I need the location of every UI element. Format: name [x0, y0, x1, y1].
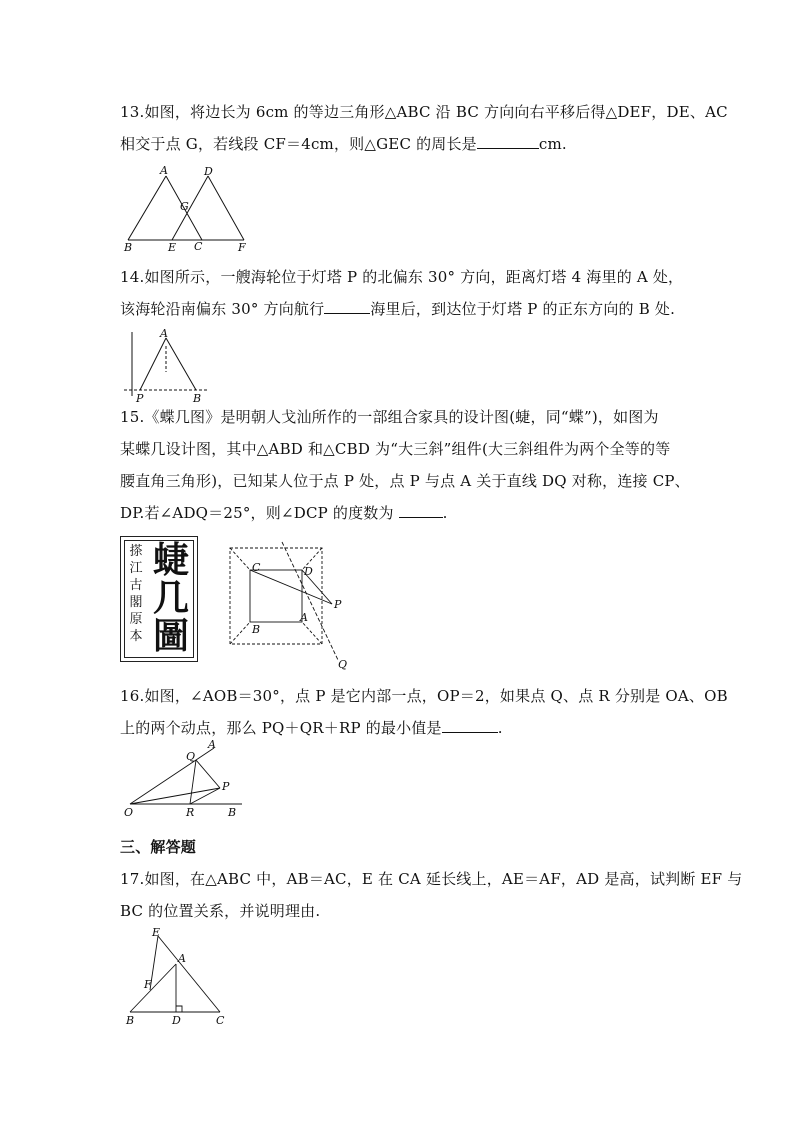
q16-period: . — [497, 719, 503, 737]
q15-label-d: D — [304, 565, 313, 578]
q17-label-d: D — [172, 1014, 181, 1027]
q13-line2 — [120, 133, 567, 154]
q16-line2 — [120, 717, 503, 738]
q16-line2-text: 上的两个动点，那么 PQ＋QR＋RP 的最小值是 — [120, 719, 442, 737]
q13-segment-ab — [128, 176, 166, 240]
q13-line2-text: 相交于点 G，若线段 CF＝4cm，则△GEC 的周长是 — [120, 135, 477, 153]
q15-figure — [226, 538, 356, 670]
q17-label-a: A — [178, 952, 186, 965]
butterfly-table-title-seal — [120, 536, 198, 662]
q14-segment-pa — [140, 338, 166, 390]
q15-square — [250, 570, 302, 622]
q15-answer-blank[interactable] — [399, 516, 443, 518]
q13-label-g: G — [180, 200, 189, 213]
q13-label-b: B — [124, 241, 133, 254]
section-heading: 三、解答题 — [120, 838, 197, 856]
q16-label-q: Q — [186, 750, 196, 763]
q15-dash-corner-3 — [230, 622, 250, 644]
q13-segment-df — [208, 176, 244, 240]
q14-line2-text: 该海轮沿南偏东 30° 方向航行 — [120, 300, 325, 318]
q17-label-b: B — [126, 1014, 135, 1027]
q17-segment-ec — [158, 936, 220, 1012]
q13-answer-blank[interactable] — [477, 147, 539, 149]
q14-answer-blank[interactable] — [324, 312, 370, 314]
q13-unit: cm. — [538, 135, 567, 153]
q15-period: . — [442, 504, 448, 522]
q15-dash-corner-4 — [302, 622, 322, 644]
q15-line1: 15.《蝶几图》是明朝人戈汕所作的一部组合家具的设计图(蜨，同“蝶”)，如图为 — [120, 408, 659, 426]
seal-small-text: 搽江古閣原本 — [129, 544, 143, 644]
q17-line2: BC 的位置关系，并说明理由. — [120, 902, 321, 920]
seal-big-text: 蜨几圖 — [152, 539, 189, 657]
q14-figure — [120, 326, 220, 408]
q16-label-b: B — [228, 806, 237, 819]
q14-label-a: A — [160, 327, 168, 340]
q13-line1: 13.如图，将边长为 6cm 的等边三角形△ABC 沿 BC 方向向右平移后得△DEF，DE、AC — [120, 103, 728, 121]
q14-label-p: P — [136, 392, 144, 405]
q13-label-e: E — [168, 241, 177, 254]
q15-line2: 某蝶几设计图，其中△ABD 和△CBD 为“大三斜”组件(大三斜组件为两个全等的等 — [120, 440, 671, 458]
q16-segment-qr — [190, 760, 196, 804]
q15-dash-corner-1 — [230, 548, 250, 570]
q15-line4-text: DP.若∠ADQ＝25°，则∠DCP 的度数为 — [120, 504, 394, 522]
q16-label-r: R — [186, 806, 195, 819]
q13-label-f: F — [238, 241, 246, 254]
q15-label-q: Q — [338, 658, 348, 670]
q17-label-e: E — [152, 926, 161, 939]
q15-line3: 腰直角三角形)，已知某人位于点 P 处，点 P 与点 A 关于直线 DQ 对称，连接 CP、 — [120, 472, 690, 490]
q16-ray-oa — [130, 748, 214, 804]
q17-label-f: F — [144, 978, 152, 991]
q17-label-c: C — [216, 1014, 225, 1027]
q15-label-c: C — [252, 561, 261, 574]
q16-figure — [122, 738, 252, 820]
q16-label-a: A — [208, 738, 216, 751]
q16-label-p: P — [222, 780, 230, 793]
q15-segment-cp — [250, 570, 332, 604]
q13-label-c: C — [194, 240, 203, 253]
q13-label-d: D — [204, 166, 213, 178]
q14-line1: 14.如图所示，一艘海轮位于灯塔 P 的北偏东 30° 方向，距离灯塔 4 海里的 A 处， — [120, 268, 684, 286]
q13-label-a: A — [160, 166, 168, 177]
q15-label-p: P — [334, 598, 342, 611]
q13-segment-ed — [172, 176, 208, 240]
q17-line1: 17.如图，在△ABC 中，AB＝AC，E 在 CA 延长线上，AE＝AF，AD 是高，试判断 EF 与 — [120, 870, 743, 888]
q17-right-angle-mark — [176, 1006, 182, 1012]
q16-segment-qp — [196, 760, 220, 788]
q14-segment-ab — [166, 338, 196, 390]
q14-line2-rest: 海里后，到达位于灯塔 P 的正东方向的 B 处. — [370, 300, 676, 318]
q15-line4 — [120, 502, 448, 523]
q15-label-a: A — [300, 611, 308, 624]
q14-label-b: B — [193, 392, 202, 405]
q17-figure — [120, 924, 232, 1030]
q16-line1: 16.如图，∠AOB＝30°，点 P 是它内部一点，OP＝2，如果点 Q、点 R 分别是 OA、OB — [120, 687, 728, 705]
q13-figure — [118, 166, 258, 256]
q14-line2 — [120, 298, 675, 319]
q15-outer-dashed-frame — [230, 548, 322, 644]
q16-label-o: O — [124, 806, 134, 819]
q16-answer-blank[interactable] — [442, 731, 498, 733]
q15-label-b: B — [252, 623, 261, 636]
q16-segment-op — [130, 788, 220, 804]
